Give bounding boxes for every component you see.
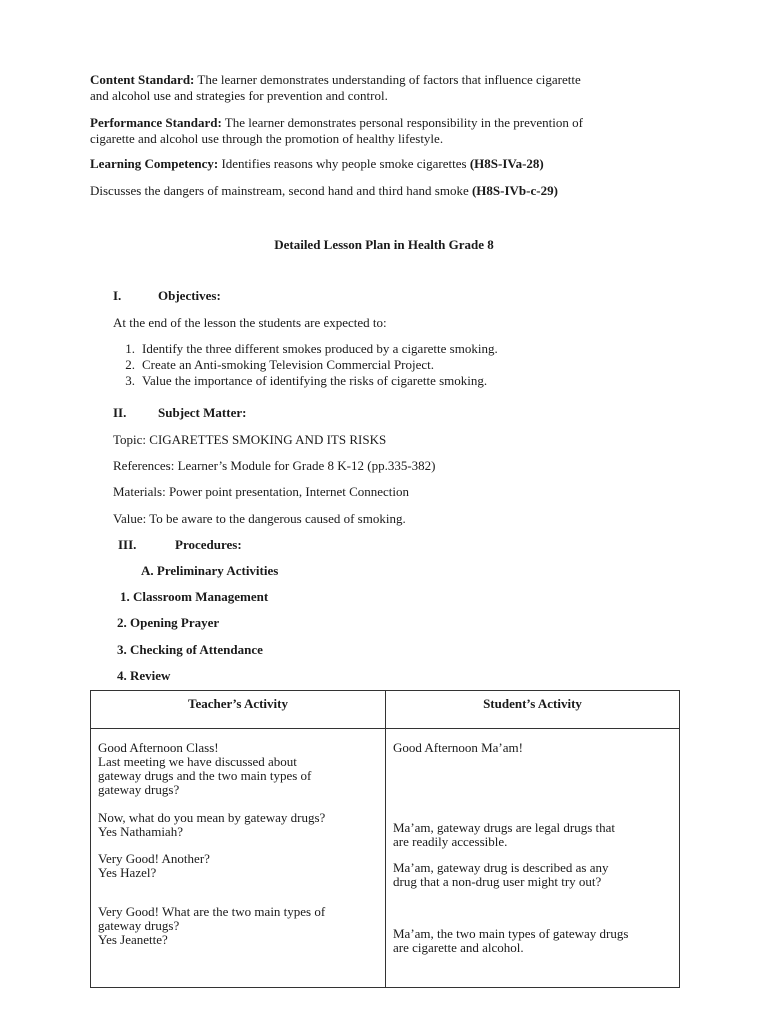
teacher-line: Yes Jeanette? — [98, 932, 168, 947]
value: Value: To be aware to the dangerous caused of smoking. — [113, 511, 406, 526]
objectives-numeral: I. — [113, 288, 122, 303]
table-row — [91, 729, 680, 988]
teacher-line: Very Good! What are the two main types of — [98, 904, 326, 919]
discusses-code: (H8S-IVb-c-29) — [471, 183, 558, 198]
student-line: Ma’am, gateway drugs are legal drugs that — [393, 820, 616, 835]
student-line-block — [393, 927, 628, 955]
student-line: Ma’am, gateway drug is described as any — [393, 860, 609, 875]
table-header-row — [91, 691, 680, 729]
objectives-heading: Objectives: — [158, 288, 221, 303]
objective-number: 1. — [125, 341, 135, 356]
objective-number: 2. — [125, 357, 135, 372]
procedures-numeral: III. — [118, 537, 137, 552]
student-line: drug that a non-drug user might try out? — [393, 874, 602, 889]
performance-standard-text: The learner demonstrates personal responsibility in the prevention of — [224, 115, 583, 130]
teacher-line-block — [98, 852, 210, 880]
content-standard — [90, 72, 581, 104]
materials: Materials: Power point presentation, Internet Connection — [113, 484, 410, 499]
teacher-line: gateway drugs and the two main types of — [98, 768, 312, 783]
performance-standard — [90, 115, 583, 147]
discusses-text: Discusses the dangers of mainstream, second hand and third hand smoke — [90, 183, 469, 198]
student-line-block — [393, 861, 609, 889]
teacher-line: Yes Hazel? — [98, 865, 157, 880]
objective-text: Value the importance of identifying the risks of cigarette smoking. — [142, 373, 488, 388]
objective-item — [113, 357, 434, 373]
learning-competency — [90, 156, 544, 172]
student-line-block — [393, 741, 523, 755]
procedure-step: 1. Classroom Management — [120, 589, 269, 604]
objectives-intro: At the end of the lesson the students are expected to: — [113, 315, 387, 330]
student-line: are cigarette and alcohol. — [393, 940, 524, 955]
content-standard-text: The learner demonstrates understanding of factors that influence cigarette — [197, 72, 581, 87]
teacher-line: Yes Nathamiah? — [98, 824, 183, 839]
procedure-step: 4. Review — [117, 668, 171, 683]
subject-matter-numeral: II. — [113, 405, 127, 420]
document-title: Detailed Lesson Plan in Health Grade 8 — [274, 237, 494, 252]
student-line-block — [393, 821, 615, 849]
discusses-competency — [90, 183, 558, 199]
learning-competency-label: Learning Competency: — [90, 156, 219, 171]
topic: Topic: CIGARETTES SMOKING AND ITS RISKS — [113, 432, 387, 447]
teacher-line: gateway drugs? — [98, 782, 180, 797]
teacher-line-block — [98, 905, 325, 947]
teacher-line: Very Good! Another? — [98, 851, 210, 866]
teacher-line: Good Afternoon Class! — [98, 740, 219, 755]
subject-matter-heading: Subject Matter: — [158, 405, 247, 420]
teacher-activity-header: Teacher’s Activity — [91, 691, 386, 729]
student-activity-header: Student’s Activity — [386, 691, 680, 729]
activity-table — [90, 690, 680, 988]
objective-text: Create an Anti-smoking Television Commercial Project. — [142, 357, 435, 372]
procedure-step: 2. Opening Prayer — [117, 615, 220, 630]
student-line: are readily accessible. — [393, 834, 508, 849]
teacher-line-block — [98, 811, 325, 839]
student-activity-cell — [386, 729, 680, 988]
teacher-line: Now, what do you mean by gateway drugs? — [98, 810, 326, 825]
learning-competency-code: (H8S-IVa-28) — [469, 156, 544, 171]
content-standard-label: Content Standard: — [90, 72, 195, 87]
preliminary-activities: A. Preliminary Activities — [141, 563, 279, 578]
student-line: Good Afternoon Ma’am! — [393, 740, 523, 755]
content-standard-text-2: and alcohol use and strategies for prevention and control. — [90, 88, 388, 103]
objective-item — [113, 373, 487, 389]
objective-number: 3. — [125, 373, 135, 388]
teacher-line-block — [98, 741, 311, 797]
teacher-activity-cell — [91, 729, 386, 988]
procedures-heading: Procedures: — [175, 537, 242, 552]
objective-text: Identify the three different smokes produced by a cigarette smoking. — [142, 341, 498, 356]
student-line: Ma’am, the two main types of gateway drugs — [393, 926, 629, 941]
objective-item — [113, 341, 498, 357]
procedure-step: 3. Checking of Attendance — [117, 642, 263, 657]
teacher-line: Last meeting we have discussed about — [98, 754, 297, 769]
performance-standard-text-2: cigarette and alcohol use through the promotion of healthy lifestyle. — [90, 131, 444, 146]
learning-competency-text: Identifies reasons why people smoke cigarettes — [221, 156, 467, 171]
performance-standard-label: Performance Standard: — [90, 115, 222, 130]
references: References: Learner’s Module for Grade 8 K-12 (pp.335-382) — [113, 458, 436, 473]
teacher-line: gateway drugs? — [98, 918, 180, 933]
